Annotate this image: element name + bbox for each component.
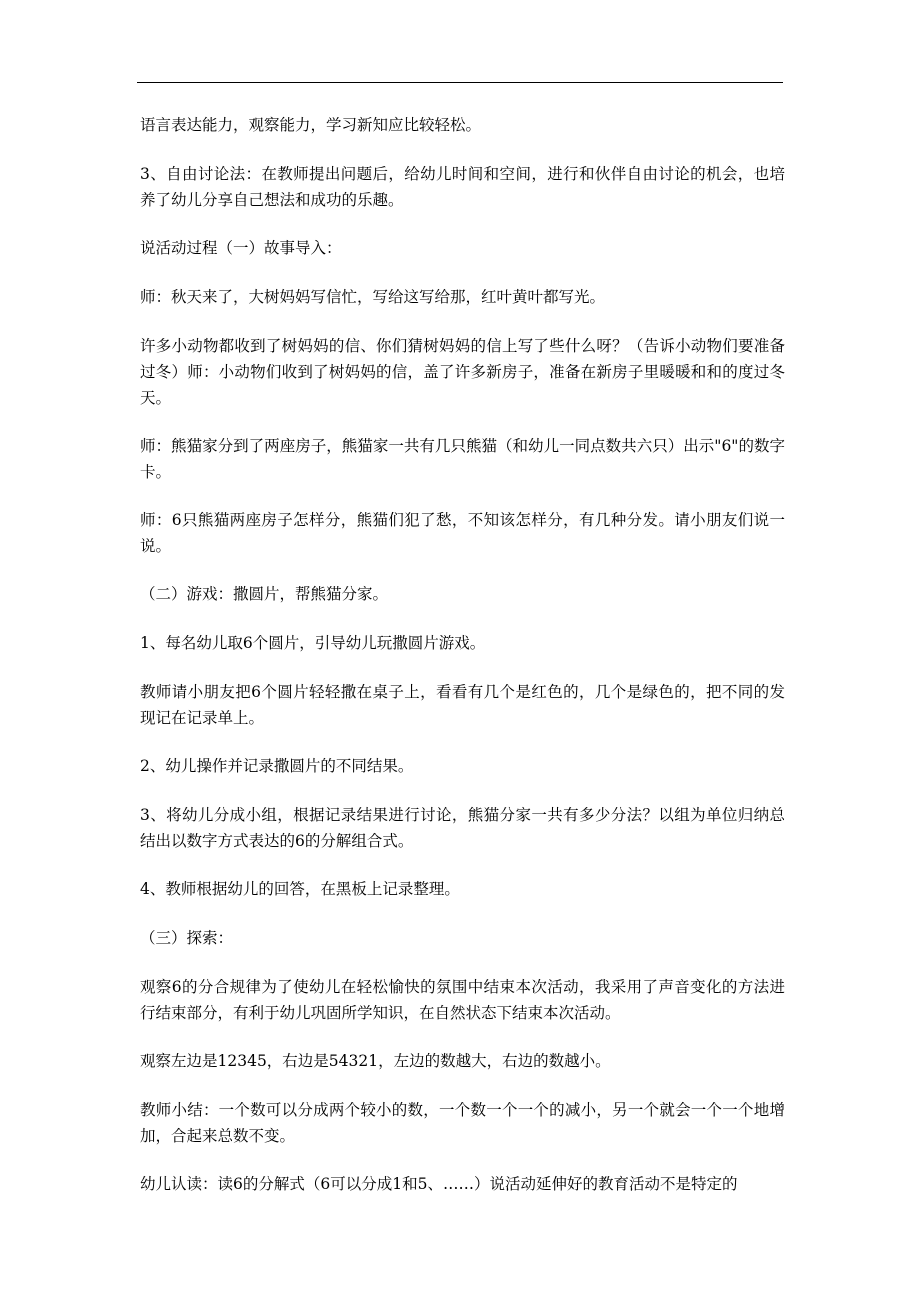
paragraph: 3、将幼儿分成小组，根据记录结果进行讨论，熊猫分家一共有多少分法？以组为单位归纳总结出以数字方式表达的6的分解组合式。 xyxy=(140,806,785,850)
document-body xyxy=(140,112,785,1220)
paragraph: （二）游戏：撒圆片，帮熊猫分家。 xyxy=(140,585,389,603)
paragraph: 2、幼儿操作并记录撒圆片的不同结果。 xyxy=(140,757,414,775)
paragraph: 说活动过程（一）故事导入： xyxy=(140,239,342,257)
paragraph: 师：秋天来了，大树妈妈写信忙，写给这写给那，红叶黄叶都写光。 xyxy=(140,288,606,306)
header-rule xyxy=(137,82,783,83)
paragraph: 4、教师根据幼儿的回答，在黑板上记录整理。 xyxy=(140,880,460,898)
paragraph: 1、每名幼儿取6个圆片，引导幼儿玩撒圆片游戏。 xyxy=(140,634,486,652)
paragraph: 师：6只熊猫两座房子怎样分，熊猫们犯了愁，不知该怎样分，有几种分发。请小朋友们说一说。 xyxy=(140,511,785,555)
paragraph: （三）探索： xyxy=(140,929,234,947)
paragraph: 观察6的分合规律为了使幼儿在轻松愉快的氛围中结束本次活动，我采用了声音变化的方法进行结束部分，有利于幼儿巩固所学知识，在自然状态下结束本次活动。 xyxy=(140,978,785,1022)
paragraph: 教师小结：一个数可以分成两个较小的数，一个数一个一个的减小，另一个就会一个一个地增加，合起来总数不变。 xyxy=(140,1101,785,1145)
paragraph: 许多小动物都收到了树妈妈的信、你们猜树妈妈的信上写了些什么呀？（告诉小动物们要准备过冬）师：小动物们收到了树妈妈的信，盖了许多新房子，准备在新房子里暖暖和和的度过冬天。 xyxy=(140,337,785,407)
paragraph: 3、自由讨论法：在教师提出问题后，给幼儿时间和空间，进行和伙伴自由讨论的机会，也培养了幼儿分享自己想法和成功的乐趣。 xyxy=(140,165,785,209)
paragraph: 幼儿认读：读6的分解式（6可以分成1和5、……）说活动延伸好的教育活动不是特定的 xyxy=(140,1175,738,1193)
paragraph: 语言表达能力，观察能力，学习新知应比较轻松。 xyxy=(140,116,482,134)
paragraph: 观察左边是12345，右边是54321，左边的数越大，右边的数越小。 xyxy=(140,1052,611,1070)
paragraph: 教师请小朋友把6个圆片轻轻撒在桌子上，看看有几个是红色的，几个是绿色的，把不同的发现记在记录单上。 xyxy=(140,683,785,727)
paragraph: 师：熊猫家分到了两座房子，熊猫家一共有几只熊猫（和幼儿一同点数共六只）出示"6"的数字卡。 xyxy=(140,437,785,481)
